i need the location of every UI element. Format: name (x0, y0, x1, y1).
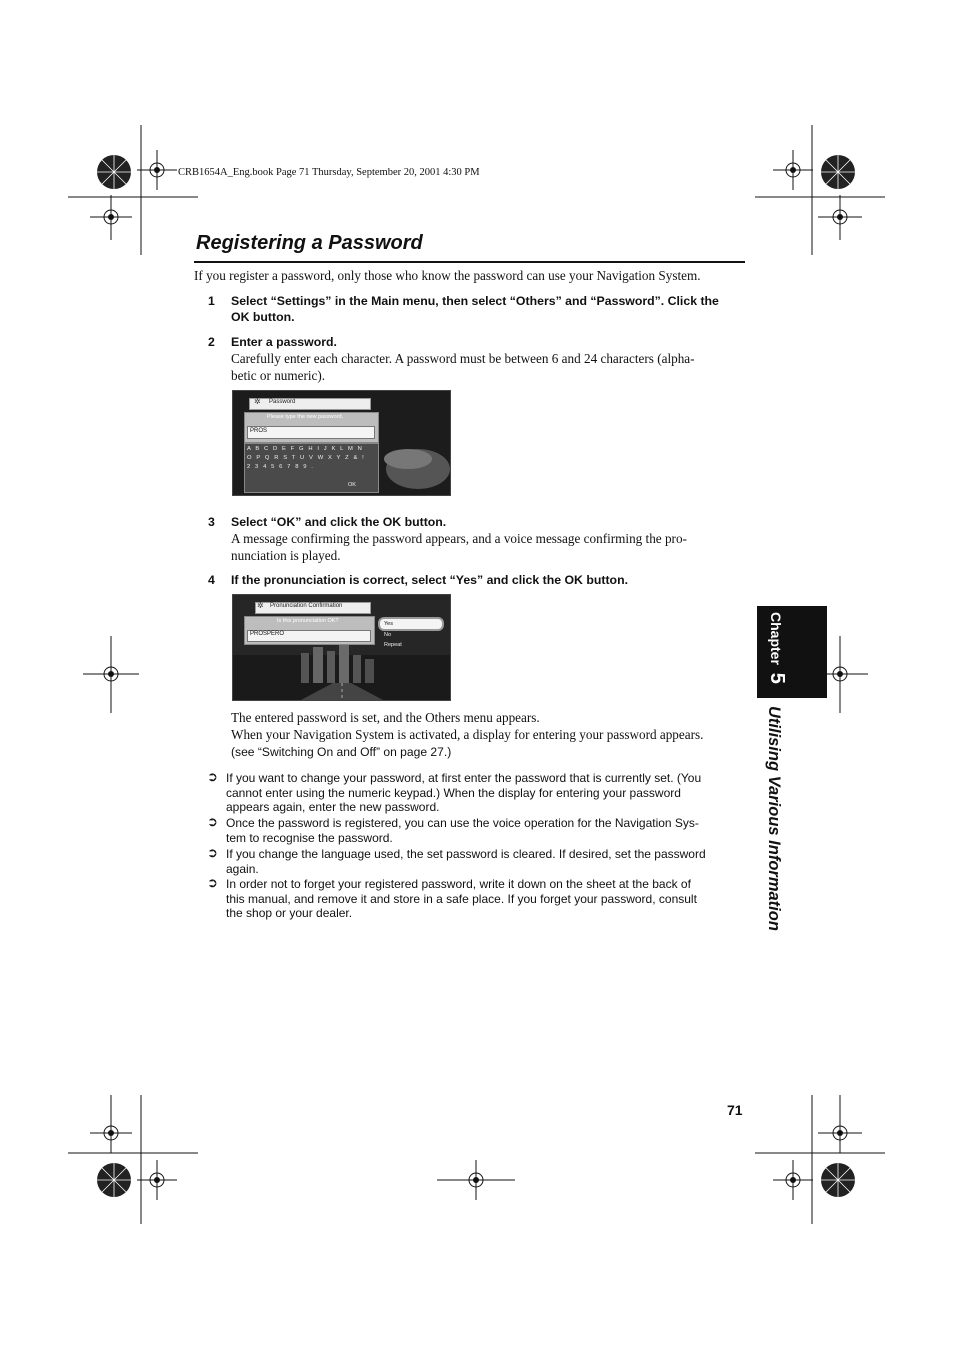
intro-text: If you register a password, only those who know the password can use your Navigation System. (194, 268, 701, 283)
result-text-1: The entered password is set, and the Others menu appears. (231, 710, 540, 725)
step-2-body: Carefully enter each character. A password must be between 6 and 24 characters (alpha- (231, 351, 695, 366)
section-title: Utilising Various Information (765, 706, 783, 931)
note-text: If you change the language used, the set password is cleared. If desired, set the password again. (226, 847, 706, 876)
step-3-body-cont: nunciation is played. (231, 548, 341, 563)
note-text: If you want to change your password, at first enter the password that is currently set. (You cannot enter using the numeric keypad.) When the display for entering your password appears again, enter the new password. (226, 771, 702, 815)
option-no[interactable]: No (384, 632, 392, 638)
pronunciation-entry-field: PROSPERO (250, 631, 285, 637)
step-3-number: 3 (208, 515, 215, 529)
step-2-number: 2 (208, 335, 215, 349)
note-text: Once the password is registered, you can use the voice operation for the Navigation Sys- tem to recognise the password. (226, 816, 699, 845)
note-arrow-icon: ➲ (207, 875, 218, 890)
page-title: Registering a Password (196, 232, 423, 254)
keyboard-row-3[interactable]: 2 3 4 5 6 7 8 9 . (247, 464, 315, 470)
print-header: CRB1654A_Eng.book Page 71 Thursday, September 20, 2001 4:30 PM (178, 167, 480, 178)
keyboard-row-2[interactable]: O P Q R S T U V W X Y Z & ! (247, 455, 366, 461)
result-reference: (see “Switching On and Off” on page 27.) (231, 745, 452, 759)
step-3-body: A message confirming the password appears, and a voice message confirming the pro- (231, 531, 687, 546)
step-2-body-cont: betic or numeric). (231, 368, 326, 383)
step-4-number: 4 (208, 573, 215, 587)
chapter-label: Chapter 5 (766, 612, 788, 684)
note-arrow-icon: ➲ (207, 845, 218, 860)
step-2-text: Enter a password. (231, 335, 337, 349)
step-1-text-cont: OK button. (231, 310, 295, 324)
pronunciation-screen (232, 594, 451, 701)
step-1-number: 1 (208, 294, 215, 308)
title-divider (194, 261, 745, 263)
star-icon: ✲ (254, 397, 261, 406)
note-arrow-icon: ➲ (207, 814, 218, 829)
page-number: 71 (727, 1102, 743, 1118)
note-arrow-icon: ➲ (207, 769, 218, 784)
password-screen (232, 390, 451, 496)
option-repeat[interactable]: Repeat (384, 642, 402, 648)
step-1-text: Select “Settings” in the Main menu, then select “Others” and “Password”. Click the (231, 294, 719, 308)
password-entry-field[interactable]: PROS (250, 428, 268, 434)
pronunciation-screen-title: Pronunciation Confirmation (270, 603, 343, 609)
note-text: In order not to forget your registered password, write it down on the sheet at the back of this manual, and remove it and store in a safe place. If you forget your password, consult the shop or your dealer. (226, 877, 697, 921)
step-3-text: Select “OK” and click the OK button. (231, 515, 447, 529)
password-prompt: Please type the new password. (267, 414, 344, 420)
step-4-text: If the pronunciation is correct, select “Yes” and click the OK button. (231, 573, 628, 587)
keyboard-ok-key[interactable]: OK (348, 482, 356, 488)
result-text-2: When your Navigation System is activated, a display for entering your password appears. (231, 727, 704, 742)
option-yes[interactable]: Yes (384, 621, 393, 627)
password-screen-title: Password (269, 399, 296, 405)
star-icon: ✲ (257, 601, 264, 610)
pronunciation-prompt: Is this pronunciation OK? (277, 618, 339, 624)
keyboard-row-1[interactable]: A B C D E F G H I J K L M N (247, 446, 364, 452)
chapter-number: 5 (766, 672, 788, 684)
